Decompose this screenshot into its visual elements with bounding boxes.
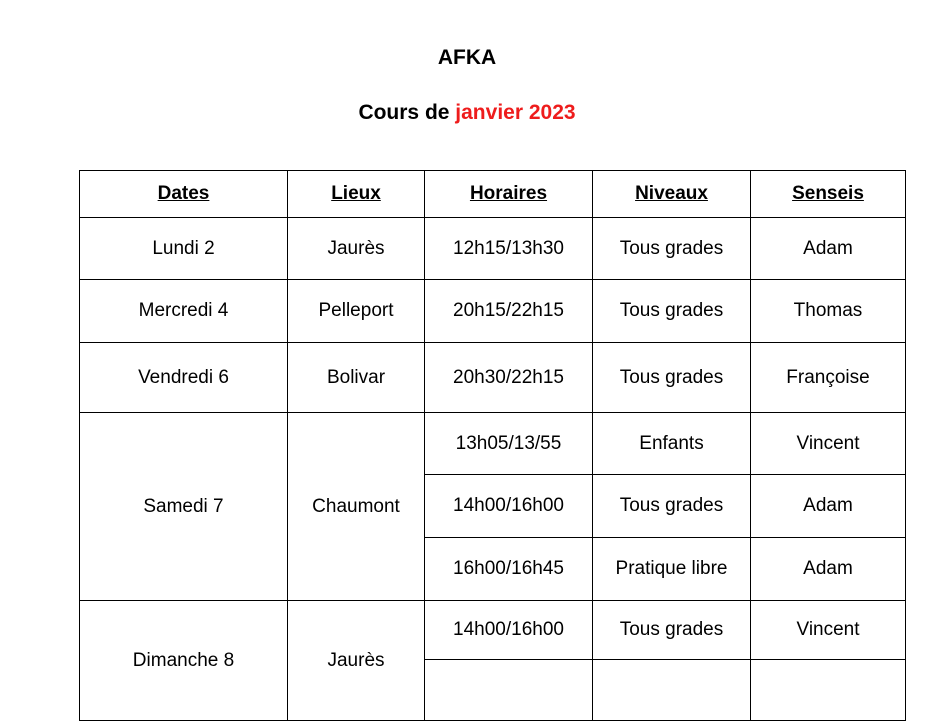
- cell-date: Samedi 7: [80, 413, 288, 601]
- schedule-table: [79, 170, 906, 721]
- cell-horaire: 12h15/13h30: [425, 218, 593, 280]
- cell-horaire: 16h00/16h45: [425, 538, 593, 601]
- cell-niveau: Tous grades: [593, 601, 751, 660]
- header-dates: Dates: [80, 171, 288, 218]
- cell-horaire: 20h30/22h15: [425, 343, 593, 413]
- table-row: [80, 413, 906, 475]
- cell-niveau: Enfants: [593, 413, 751, 475]
- cell-lieu: Jaurès: [288, 601, 425, 721]
- header-lieux: Lieux: [288, 171, 425, 218]
- cell-date: Mercredi 4: [80, 280, 288, 343]
- cell-niveau-continued: [593, 660, 751, 721]
- cell-niveau: Pratique libre: [593, 538, 751, 601]
- document-title: AFKA: [437, 46, 497, 69]
- cell-horaire: 20h15/22h15: [425, 280, 593, 343]
- cell-niveau: Tous grades: [593, 280, 751, 343]
- cell-sensei: Adam: [751, 475, 906, 538]
- table-row: [80, 601, 906, 660]
- header-horaires: Horaires: [425, 171, 593, 218]
- cell-sensei: Vincent: [751, 601, 906, 660]
- cell-lieu: Pelleport: [288, 280, 425, 343]
- table-row: [80, 280, 906, 343]
- subtitle-month-highlight: janvier 2023: [455, 101, 576, 124]
- cell-horaire-continued: [425, 660, 593, 721]
- cell-date: Vendredi 6: [80, 343, 288, 413]
- cell-niveau: Tous grades: [593, 218, 751, 280]
- cell-horaire: 13h05/13/55: [425, 413, 593, 475]
- cell-sensei: Vincent: [751, 413, 906, 475]
- table-row: [80, 218, 906, 280]
- cell-date: Dimanche 8: [80, 601, 288, 721]
- cell-sensei-continued: [751, 660, 906, 721]
- cell-niveau: Tous grades: [593, 475, 751, 538]
- cell-horaire: 14h00/16h00: [425, 475, 593, 538]
- cell-date: Lundi 2: [80, 218, 288, 280]
- table-row: [80, 343, 906, 413]
- header-niveaux: Niveaux: [593, 171, 751, 218]
- cell-niveau: Tous grades: [593, 343, 751, 413]
- cell-sensei: Adam: [751, 218, 906, 280]
- cell-lieu: Jaurès: [288, 218, 425, 280]
- cell-sensei: Thomas: [751, 280, 906, 343]
- cell-sensei: Adam: [751, 538, 906, 601]
- cell-lieu: Bolivar: [288, 343, 425, 413]
- cell-lieu: Chaumont: [288, 413, 425, 601]
- cell-sensei: Françoise: [751, 343, 906, 413]
- document-subtitle: [0, 101, 934, 125]
- cell-horaire: 14h00/16h00: [425, 601, 593, 660]
- subtitle-prefix: Cours de: [358, 101, 456, 124]
- header-senseis: Senseis: [751, 171, 906, 218]
- header-row: [80, 171, 906, 218]
